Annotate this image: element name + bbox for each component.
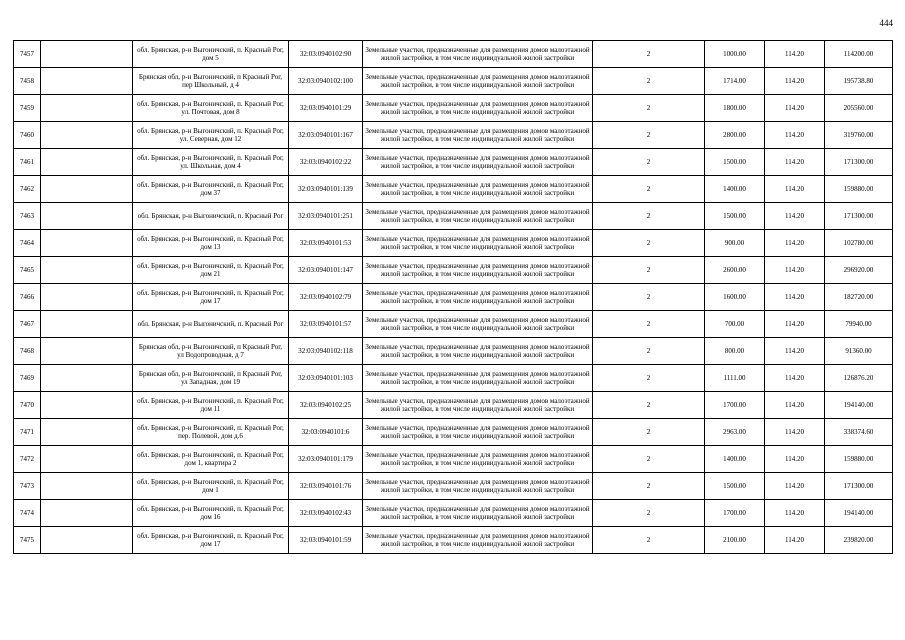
address-cell: Брянская обл, р-н Выгоничский, п Красный Рог, ул Водопроводная, д 7 [133, 338, 289, 365]
cadastral-value-cell: 194140.00 [825, 500, 893, 527]
table-row [14, 176, 893, 203]
cadastral-value-cell: 114200.00 [825, 41, 893, 68]
class-cell: 2 [593, 149, 705, 176]
area-cell: 2600.00 [705, 257, 765, 284]
land-use-cell: Земельные участки, предназначенные для размещения домов малоэтажной жилой застройки, в том числе индивидуальной жилой застройки [363, 68, 593, 95]
table-row [14, 446, 893, 473]
cadastral-number-cell: 32:03:0940101:139 [289, 176, 363, 203]
cadastral-value-cell: 171300.00 [825, 473, 893, 500]
table-row [14, 527, 893, 554]
row-number-cell: 7461 [14, 149, 41, 176]
blank-cell [41, 311, 133, 338]
cadastral-value-cell: 182720.00 [825, 284, 893, 311]
cadastral-value-cell: 159880.00 [825, 176, 893, 203]
class-cell: 2 [593, 68, 705, 95]
area-cell: 1700.00 [705, 500, 765, 527]
cadastral-value-cell: 296920.00 [825, 257, 893, 284]
table-row [14, 419, 893, 446]
rate-cell: 114.20 [765, 176, 825, 203]
cadastral-number-cell: 32:03:0940102:100 [289, 68, 363, 95]
class-cell: 2 [593, 527, 705, 554]
cadastral-number-cell: 32:03:0940101:6 [289, 419, 363, 446]
row-number-cell: 7472 [14, 446, 41, 473]
blank-cell [41, 500, 133, 527]
rate-cell: 114.20 [765, 95, 825, 122]
blank-cell [41, 446, 133, 473]
rate-cell: 114.20 [765, 311, 825, 338]
rate-cell: 114.20 [765, 473, 825, 500]
row-number-cell: 7462 [14, 176, 41, 203]
class-cell: 2 [593, 122, 705, 149]
cadastral-value-cell: 79940.00 [825, 311, 893, 338]
address-cell: обл. Брянская, р-н Выгоничский, п. Красный Рог, дом 11 [133, 392, 289, 419]
cadastral-value-cell: 171300.00 [825, 203, 893, 230]
blank-cell [41, 527, 133, 554]
area-cell: 1500.00 [705, 203, 765, 230]
rate-cell: 114.20 [765, 230, 825, 257]
blank-cell [41, 365, 133, 392]
blank-cell [41, 284, 133, 311]
row-number-cell: 7464 [14, 230, 41, 257]
table-row [14, 500, 893, 527]
rate-cell: 114.20 [765, 41, 825, 68]
area-cell: 1400.00 [705, 176, 765, 203]
land-use-cell: Земельные участки, предназначенные для размещения домов малоэтажной жилой застройки, в том числе индивидуальной жилой застройки [363, 122, 593, 149]
cadastral-number-cell: 32:03:0940101:57 [289, 311, 363, 338]
cadastral-value-cell: 338374.60 [825, 419, 893, 446]
rate-cell: 114.20 [765, 149, 825, 176]
class-cell: 2 [593, 500, 705, 527]
table-row [14, 392, 893, 419]
rate-cell: 114.20 [765, 68, 825, 95]
blank-cell [41, 176, 133, 203]
rate-cell: 114.20 [765, 257, 825, 284]
address-cell: обл. Брянская, р-н Выгоничский, п. Красный Рог, дом 16 [133, 500, 289, 527]
row-number-cell: 7466 [14, 284, 41, 311]
address-cell: обл. Брянская, р-н Выгоничский, п. Красный Рог, ул. Почтовая, дом 8 [133, 95, 289, 122]
row-number-cell: 7465 [14, 257, 41, 284]
area-cell: 2800.00 [705, 122, 765, 149]
cadastral-number-cell: 32:03:0940102:22 [289, 149, 363, 176]
class-cell: 2 [593, 95, 705, 122]
row-number-cell: 7469 [14, 365, 41, 392]
land-use-cell: Земельные участки, предназначенные для размещения домов малоэтажной жилой застройки, в том числе индивидуальной жилой застройки [363, 203, 593, 230]
table-row [14, 68, 893, 95]
land-use-cell: Земельные участки, предназначенные для размещения домов малоэтажной жилой застройки, в том числе индивидуальной жилой застройки [363, 392, 593, 419]
address-cell: обл. Брянская, р-н Выгоничский, п. Красный Рог [133, 203, 289, 230]
address-cell: обл. Брянская, р-н Выгоничский, п. Красный Рог, дом 37 [133, 176, 289, 203]
address-cell: обл. Брянская, р-н Выгоничский, п. Красный Рог, дом 21 [133, 257, 289, 284]
land-use-cell: Земельные участки, предназначенные для размещения домов малоэтажной жилой застройки, в том числе индивидуальной жилой застройки [363, 500, 593, 527]
cadastral-value-cell: 102780.00 [825, 230, 893, 257]
cadastral-value-cell: 205560.00 [825, 95, 893, 122]
cadastral-number-cell: 32:03:0940101:179 [289, 446, 363, 473]
class-cell: 2 [593, 365, 705, 392]
table-row [14, 41, 893, 68]
area-cell: 900.00 [705, 230, 765, 257]
address-cell: обл. Брянская, р-н Выгоничский, п. Красный Рог, дом 17 [133, 284, 289, 311]
blank-cell [41, 68, 133, 95]
blank-cell [41, 257, 133, 284]
rate-cell: 114.20 [765, 500, 825, 527]
area-cell: 2963.00 [705, 419, 765, 446]
land-registry-table [13, 40, 893, 554]
cadastral-value-cell: 171300.00 [825, 149, 893, 176]
row-number-cell: 7467 [14, 311, 41, 338]
rate-cell: 114.20 [765, 419, 825, 446]
blank-cell [41, 338, 133, 365]
blank-cell [41, 392, 133, 419]
address-cell: Брянская обл, р-н Выгоничский, п Красный Рог, ул Западная, дом 19 [133, 365, 289, 392]
table-row [14, 230, 893, 257]
class-cell: 2 [593, 230, 705, 257]
row-number-cell: 7473 [14, 473, 41, 500]
class-cell: 2 [593, 338, 705, 365]
area-cell: 1111.00 [705, 365, 765, 392]
land-use-cell: Земельные участки, предназначенные для размещения домов малоэтажной жилой застройки, в том числе индивидуальной жилой застройки [363, 527, 593, 554]
table-row [14, 473, 893, 500]
rate-cell: 114.20 [765, 446, 825, 473]
table-row [14, 122, 893, 149]
land-use-cell: Земельные участки, предназначенные для размещения домов малоэтажной жилой застройки, в том числе индивидуальной жилой застройки [363, 176, 593, 203]
cadastral-number-cell: 32:03:0940102:90 [289, 41, 363, 68]
address-cell: обл. Брянская, р-н Выгоничский, п. Красный Рог, ул. Школьная, дом 4 [133, 149, 289, 176]
cadastral-number-cell: 32:03:0940101:29 [289, 95, 363, 122]
rate-cell: 114.20 [765, 338, 825, 365]
cadastral-number-cell: 32:03:0940101:103 [289, 365, 363, 392]
land-use-cell: Земельные участки, предназначенные для размещения домов малоэтажной жилой застройки, в том числе индивидуальной жилой застройки [363, 311, 593, 338]
row-number-cell: 7470 [14, 392, 41, 419]
row-number-cell: 7458 [14, 68, 41, 95]
address-cell: обл. Брянская, р-н Выгоничский, п. Красный Рог, пер. Полевой, дом д.6 [133, 419, 289, 446]
row-number-cell: 7468 [14, 338, 41, 365]
class-cell: 2 [593, 41, 705, 68]
row-number-cell: 7457 [14, 41, 41, 68]
table-row [14, 365, 893, 392]
area-cell: 1000.00 [705, 41, 765, 68]
table-row [14, 338, 893, 365]
land-use-cell: Земельные участки, предназначенные для размещения домов малоэтажной жилой застройки, в том числе индивидуальной жилой застройки [363, 338, 593, 365]
blank-cell [41, 149, 133, 176]
area-cell: 1800.00 [705, 95, 765, 122]
area-cell: 1400.00 [705, 446, 765, 473]
land-use-cell: Земельные участки, предназначенные для размещения домов малоэтажной жилой застройки, в том числе индивидуальной жилой застройки [363, 257, 593, 284]
blank-cell [41, 419, 133, 446]
address-cell: обл. Брянская, р-н Выгоничский, п. Красный Рог, ул. Северная, дом 12 [133, 122, 289, 149]
cadastral-number-cell: 32:03:0940102:43 [289, 500, 363, 527]
cadastral-number-cell: 32:03:0940102:118 [289, 338, 363, 365]
table-row [14, 311, 893, 338]
address-cell: обл. Брянская, р-н Выгоничский, п. Красный Рог [133, 311, 289, 338]
page-number: 444 [879, 18, 893, 28]
address-cell: обл. Брянская, р-н Выгоничский, п. Красный Рог, дом 5 [133, 41, 289, 68]
area-cell: 1500.00 [705, 473, 765, 500]
row-number-cell: 7471 [14, 419, 41, 446]
cadastral-number-cell: 32:03:0940101:59 [289, 527, 363, 554]
class-cell: 2 [593, 284, 705, 311]
rate-cell: 114.20 [765, 392, 825, 419]
land-use-cell: Земельные участки, предназначенные для размещения домов малоэтажной жилой застройки, в том числе индивидуальной жилой застройки [363, 95, 593, 122]
table-row [14, 95, 893, 122]
cadastral-number-cell: 32:03:0940101:147 [289, 257, 363, 284]
cadastral-number-cell: 32:03:0940101:53 [289, 230, 363, 257]
blank-cell [41, 122, 133, 149]
cadastral-value-cell: 126876.20 [825, 365, 893, 392]
table-row [14, 257, 893, 284]
row-number-cell: 7474 [14, 500, 41, 527]
land-use-cell: Земельные участки, предназначенные для размещения домов малоэтажной жилой застройки, в том числе индивидуальной жилой застройки [363, 41, 593, 68]
blank-cell [41, 95, 133, 122]
class-cell: 2 [593, 311, 705, 338]
rate-cell: 114.20 [765, 527, 825, 554]
table-body [14, 41, 893, 554]
address-cell: обл. Брянская, р-н Выгоничский, п. Красный Рог, дом 1 [133, 473, 289, 500]
cadastral-value-cell: 91360.00 [825, 338, 893, 365]
area-cell: 1600.00 [705, 284, 765, 311]
rate-cell: 114.20 [765, 365, 825, 392]
rate-cell: 114.20 [765, 122, 825, 149]
blank-cell [41, 473, 133, 500]
row-number-cell: 7463 [14, 203, 41, 230]
row-number-cell: 7475 [14, 527, 41, 554]
class-cell: 2 [593, 257, 705, 284]
rate-cell: 114.20 [765, 284, 825, 311]
address-cell: Брянская обл, р-н Выгоничский, п Красный Рог, пер Школьный, д 4 [133, 68, 289, 95]
class-cell: 2 [593, 473, 705, 500]
blank-cell [41, 230, 133, 257]
row-number-cell: 7460 [14, 122, 41, 149]
class-cell: 2 [593, 203, 705, 230]
cadastral-number-cell: 32:03:0940101:167 [289, 122, 363, 149]
cadastral-number-cell: 32:03:0940101:251 [289, 203, 363, 230]
address-cell: обл. Брянская, р-н Выгоничский, п. Красный Рог, дом 17 [133, 527, 289, 554]
land-use-cell: Земельные участки, предназначенные для размещения домов малоэтажной жилой застройки, в том числе индивидуальной жилой застройки [363, 473, 593, 500]
row-number-cell: 7459 [14, 95, 41, 122]
cadastral-number-cell: 32:03:0940102:79 [289, 284, 363, 311]
land-use-cell: Земельные участки, предназначенные для размещения домов малоэтажной жилой застройки, в том числе индивидуальной жилой застройки [363, 419, 593, 446]
area-cell: 1500.00 [705, 149, 765, 176]
cadastral-value-cell: 319760.00 [825, 122, 893, 149]
class-cell: 2 [593, 419, 705, 446]
address-cell: обл. Брянская, р-н Выгоничский, п. Красный Рог, дом 1, квартира 2 [133, 446, 289, 473]
cadastral-value-cell: 195738.80 [825, 68, 893, 95]
cadastral-number-cell: 32:03:0940101:76 [289, 473, 363, 500]
class-cell: 2 [593, 176, 705, 203]
cadastral-value-cell: 159880.00 [825, 446, 893, 473]
blank-cell [41, 203, 133, 230]
blank-cell [41, 41, 133, 68]
area-cell: 700.00 [705, 311, 765, 338]
land-use-cell: Земельные участки, предназначенные для размещения домов малоэтажной жилой застройки, в том числе индивидуальной жилой застройки [363, 365, 593, 392]
class-cell: 2 [593, 392, 705, 419]
rate-cell: 114.20 [765, 203, 825, 230]
land-use-cell: Земельные участки, предназначенные для размещения домов малоэтажной жилой застройки, в том числе индивидуальной жилой застройки [363, 149, 593, 176]
land-use-cell: Земельные участки, предназначенные для размещения домов малоэтажной жилой застройки, в том числе индивидуальной жилой застройки [363, 446, 593, 473]
class-cell: 2 [593, 446, 705, 473]
land-use-cell: Земельные участки, предназначенные для размещения домов малоэтажной жилой застройки, в том числе индивидуальной жилой застройки [363, 230, 593, 257]
area-cell: 800.00 [705, 338, 765, 365]
table-row [14, 284, 893, 311]
cadastral-value-cell: 239820.00 [825, 527, 893, 554]
area-cell: 2100.00 [705, 527, 765, 554]
table-row [14, 203, 893, 230]
area-cell: 1700.00 [705, 392, 765, 419]
cadastral-value-cell: 194140.00 [825, 392, 893, 419]
table-row [14, 149, 893, 176]
cadastral-number-cell: 32:03:0940102:25 [289, 392, 363, 419]
area-cell: 1714.00 [705, 68, 765, 95]
land-use-cell: Земельные участки, предназначенные для размещения домов малоэтажной жилой застройки, в том числе индивидуальной жилой застройки [363, 284, 593, 311]
address-cell: обл. Брянская, р-н Выгоничский, п. Красный Рог, дом 13 [133, 230, 289, 257]
